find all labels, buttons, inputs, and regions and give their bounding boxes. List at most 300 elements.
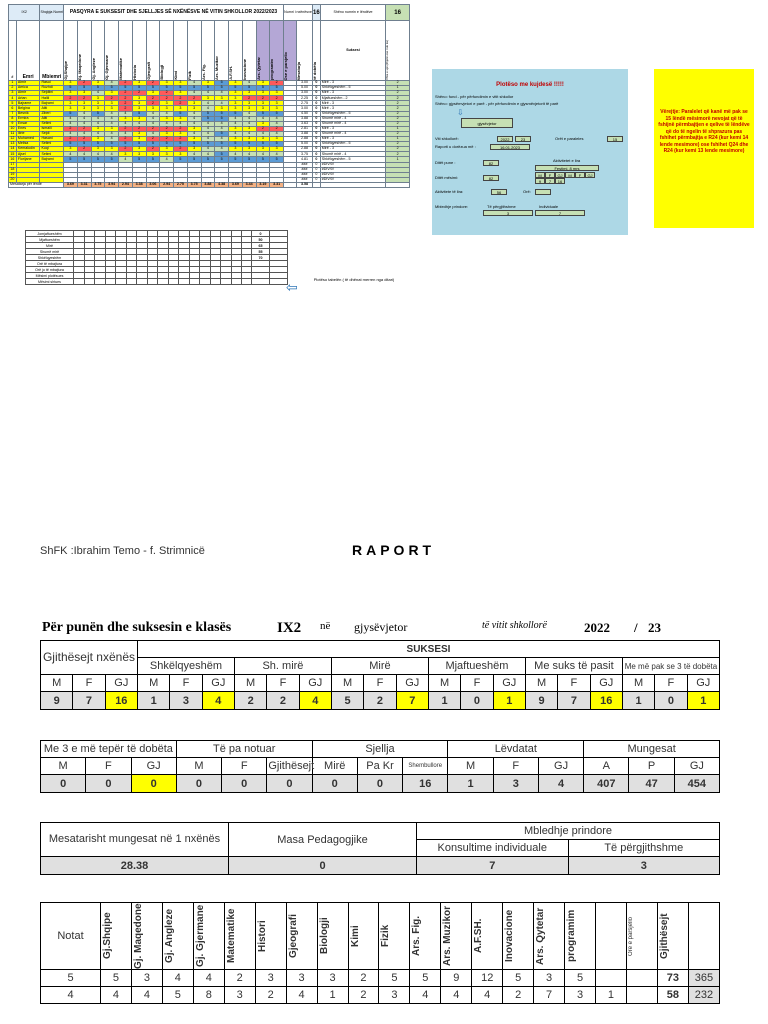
student-name: Enes xyxy=(16,126,40,131)
conduct-table xyxy=(40,740,720,793)
grade-cell: 5 xyxy=(270,86,284,91)
success-value: 1 xyxy=(622,692,654,710)
grade-cell: 4 xyxy=(105,152,119,157)
sub-head: GJ xyxy=(687,675,719,692)
grade-cell: 3 xyxy=(105,147,119,152)
conduct-sub: F xyxy=(493,758,538,775)
year-label: të vitit shkollorë xyxy=(482,620,547,631)
grade-cell: 4 xyxy=(242,152,256,157)
arrow-left-icon: ⇦ xyxy=(286,279,298,295)
grade-cell: 4 xyxy=(229,131,243,136)
conduct-value: 1 xyxy=(448,775,493,793)
subject-name: programim xyxy=(269,59,275,80)
student-name: Bajrame xyxy=(16,101,40,106)
grade-count: 5 xyxy=(503,970,534,987)
grade-cell: 3 xyxy=(132,131,146,136)
grade-cell: 5 xyxy=(64,142,78,147)
grade-cell: 3 xyxy=(229,96,243,101)
success-value: 4 xyxy=(202,692,234,710)
year-b-field[interactable]: 23 xyxy=(515,136,531,142)
grade-cell: 4 xyxy=(160,157,174,162)
grade-cell: 5 xyxy=(229,142,243,147)
grade-count: 3 xyxy=(534,970,565,987)
grade-cell: 2 xyxy=(146,96,160,101)
row-no: 5 xyxy=(9,101,17,106)
stats-side: 70 xyxy=(252,255,270,261)
grade-cell: 3 xyxy=(229,126,243,131)
work-days-field[interactable]: 82 xyxy=(483,160,499,166)
meetings-individual-field[interactable]: 7 xyxy=(535,210,585,216)
grade-cell: 3 xyxy=(187,106,201,111)
grade-cell: 2 xyxy=(160,91,174,96)
intro-text: Për punën dhe suksesin e klasës xyxy=(42,620,232,635)
conduct-sub: Pa Kr xyxy=(357,758,402,775)
grade-cell: 5 xyxy=(270,142,284,147)
grade-cell: 4 xyxy=(77,116,91,121)
avg-cell: 4.81 xyxy=(297,157,313,162)
last-cell: 1 xyxy=(386,137,410,142)
grade-subject: Fizik xyxy=(380,924,392,948)
grade-cell: 3 xyxy=(187,137,201,142)
avg-total: 3.58 xyxy=(297,182,313,187)
students-count: 16 xyxy=(312,5,320,21)
grade-cell: 4 xyxy=(201,101,215,106)
grade-cell: 5 xyxy=(77,157,91,162)
meetings-individual-label: Individuale xyxy=(539,204,559,209)
grade-cell: 4 xyxy=(187,111,201,116)
success-cell: Shkëlqyeshëm - 5 xyxy=(320,157,386,162)
subject-header xyxy=(229,21,243,81)
avg-cell: ### xyxy=(297,162,313,167)
grade-cell: 4 xyxy=(242,121,256,126)
mf-value[interactable]: 16 xyxy=(555,178,565,184)
grade-cell: 4 xyxy=(119,157,133,162)
conduct-value: 407 xyxy=(584,775,629,793)
grade-cell: 5 xyxy=(91,111,105,116)
grade-subject-head xyxy=(131,903,162,970)
meetings-total-field[interactable]: 3 xyxy=(483,210,533,216)
grade-cell: 3 xyxy=(242,106,256,111)
instructions-panel xyxy=(432,69,628,235)
sub-head: F xyxy=(655,675,687,692)
activities-label: Aktivitetet e lira xyxy=(553,158,581,163)
meetings-total-label: Të përgjithshme xyxy=(487,204,516,209)
conduct-sub: P xyxy=(629,758,674,775)
grade-cell: 3 xyxy=(64,101,78,106)
student-name: Artan xyxy=(16,96,40,101)
grade-cell: 4 xyxy=(146,111,160,116)
grade-cell: 4 xyxy=(201,147,215,152)
student-surname: Ziberi xyxy=(40,111,64,116)
student-surname: Halili xyxy=(40,96,64,101)
extra-header xyxy=(284,21,297,81)
avg-cell: 2.88 xyxy=(297,137,313,142)
row-no: 13 xyxy=(10,141,15,146)
last-cell: 1 xyxy=(386,126,410,131)
period-field[interactable]: gjysëvjetor xyxy=(461,118,513,128)
sub-head: M xyxy=(137,675,169,692)
stats-label: Orë jo të mbajtura xyxy=(26,267,74,273)
grade-cell: 3 xyxy=(242,147,256,152)
avg-value: 4.38 xyxy=(215,182,229,187)
conduct-sub: Shembullore xyxy=(403,758,448,775)
col-surname: Mbiemri xyxy=(40,21,64,81)
grade-cell: 4 xyxy=(215,126,229,131)
grade-cell: 5 xyxy=(132,157,146,162)
conduct-group: Mungesat xyxy=(584,741,720,758)
grade-cell: 3 xyxy=(229,81,243,86)
grade-cell: 4 xyxy=(160,111,174,116)
grade-cell: 4 xyxy=(215,137,229,142)
grade-subject-head xyxy=(286,903,317,970)
stats-side: 50 xyxy=(252,237,270,243)
conduct-sub: F xyxy=(222,758,267,775)
subject-header xyxy=(132,21,146,81)
subject-header xyxy=(91,21,105,81)
sub-head: GJ xyxy=(105,675,137,692)
total-head: Gjithësejt nxënës xyxy=(41,641,138,675)
grade-cell: 4 xyxy=(270,131,284,136)
grade-subject-head xyxy=(101,903,132,970)
grade-cell: 5 xyxy=(174,157,188,162)
avg-value: 3.38 xyxy=(132,182,146,187)
subject-name: Biologji xyxy=(159,65,165,80)
row-no: 12 xyxy=(10,136,15,141)
grade-cell: 3 xyxy=(201,96,215,101)
weak-cell: 0 xyxy=(312,121,320,126)
grade-cell: 5 xyxy=(105,142,119,147)
grade-count: 5 xyxy=(565,970,596,987)
weak-cell: 0 xyxy=(312,86,320,91)
grade-count: 4 xyxy=(41,987,101,1004)
grade-count xyxy=(626,970,657,987)
hours-label: Orë: xyxy=(523,189,531,194)
avg-header xyxy=(297,21,313,81)
grade-cell: 5 xyxy=(132,111,146,116)
success-value: 4 xyxy=(299,692,331,710)
grade-cell: 5 xyxy=(242,157,256,162)
conduct-value: 454 xyxy=(674,775,719,793)
grade-cell: 5 xyxy=(256,111,270,116)
subject-name: Gjeografi xyxy=(145,62,151,80)
group-head: Me suks të pasit xyxy=(525,658,622,675)
success-value: 2 xyxy=(234,692,266,710)
row-no: 20 xyxy=(10,177,15,182)
success-cell: Shkëlqyeshëm - 5 xyxy=(320,111,386,116)
stats-table xyxy=(25,230,288,285)
grade-cell: 5 xyxy=(229,111,243,116)
avg-value: 2.94 xyxy=(160,182,174,187)
grade-cell: 4 xyxy=(187,81,201,86)
conduct-group: Me 3 e më tepër të dobëta xyxy=(41,741,177,758)
row-no: 3 xyxy=(9,91,17,96)
empty-row[interactable]: 20 ### 0 #DIV/0! xyxy=(9,177,410,182)
avg-cell: 3.63 xyxy=(297,121,313,126)
grade-cell: 3 xyxy=(160,147,174,152)
grade-cell: 2 xyxy=(174,147,188,152)
grade-cell: 4 xyxy=(91,116,105,121)
grade-cell: 5 xyxy=(105,86,119,91)
grade-cell: 4 xyxy=(201,106,215,111)
grade-cell: 4 xyxy=(119,131,133,136)
weak-cell: 0 xyxy=(312,126,320,131)
subject-name: Ars. Qytetar xyxy=(255,57,261,80)
sub-head: F xyxy=(364,675,396,692)
sub-head: GJ xyxy=(396,675,428,692)
empty-row[interactable]: 17 ### 0 #DIV/0! xyxy=(9,162,410,167)
sub-head: M xyxy=(331,675,363,692)
avg-value: 3.06 xyxy=(146,182,160,187)
last-cell: 1 xyxy=(386,86,410,91)
sub-head: F xyxy=(267,675,299,692)
student-surname: Sejdi xyxy=(40,131,64,136)
subject-header xyxy=(215,21,229,81)
grade-subject-head xyxy=(162,903,193,970)
grade-cell: 3 xyxy=(132,106,146,111)
empty-row[interactable]: 19 ### 0 #DIV/0! xyxy=(9,172,410,177)
grade-cell: 5 xyxy=(229,157,243,162)
mf-label: M xyxy=(535,172,545,178)
gen-val: 3 xyxy=(568,857,720,875)
grade-count: 5 xyxy=(379,970,410,987)
last-cell: 2 xyxy=(386,101,410,106)
empty-row[interactable]: 18 ### 0 #DIV/0! xyxy=(9,167,410,172)
grade-cell: 4 xyxy=(105,121,119,126)
conduct-sub: GJ xyxy=(538,758,583,775)
avg-value: 3.31 xyxy=(270,182,284,187)
row-no: 11 xyxy=(9,131,17,136)
student-name: Florijane xyxy=(16,157,40,162)
grade-cell: 4 xyxy=(201,131,215,136)
student-surname: Aliti xyxy=(40,106,64,111)
grade-cell: 5 xyxy=(215,81,229,86)
grade-cell: 3 xyxy=(77,106,91,111)
subject-name: Matematike xyxy=(118,58,124,80)
in-text: në xyxy=(320,620,331,632)
row-no: 15 xyxy=(10,151,15,156)
grade-cell: 2 xyxy=(119,126,133,131)
report-heading: RAPORT xyxy=(352,542,436,558)
conduct-sub: Mirë xyxy=(312,758,357,775)
grade-cell: 4 xyxy=(242,116,256,121)
grade-subject: Gj. Gjermane xyxy=(194,904,206,968)
student-name: Ilirie xyxy=(16,131,40,136)
grade-cell: 3 xyxy=(229,101,243,106)
grade-cell: 2 xyxy=(256,126,270,131)
grade-cell: 4 xyxy=(270,121,284,126)
grade-cell: 2 xyxy=(119,96,133,101)
sub-head: GJ xyxy=(590,675,622,692)
year-b: 23 xyxy=(648,620,661,635)
grade-cell: 5 xyxy=(201,142,215,147)
grade-cell: 3 xyxy=(187,126,201,131)
success-value: 1 xyxy=(687,692,719,710)
grade-cell: 2 xyxy=(242,96,256,101)
grade-cell: 5 xyxy=(174,142,188,147)
cons-val: 7 xyxy=(417,857,569,875)
grade-count: 4 xyxy=(441,987,472,1004)
grade-cell: 2 xyxy=(77,81,91,86)
grade-cell: 4 xyxy=(201,126,215,131)
subject-header xyxy=(256,21,270,81)
avg-value: 3.69 xyxy=(64,182,78,187)
gen-head: Të përgjithshme xyxy=(568,840,720,857)
grade-cell: 3 xyxy=(256,147,270,152)
subject-header xyxy=(77,21,91,81)
grade-cell: 3 xyxy=(201,81,215,86)
row-no: 19 xyxy=(10,171,15,176)
grade-cell: 4 xyxy=(132,121,146,126)
grade-cell: 5 xyxy=(201,86,215,91)
stats-side: 0 xyxy=(252,231,270,237)
grade-cell: 3 xyxy=(132,101,146,106)
last-cell: 2 xyxy=(386,116,410,121)
year-a-field[interactable]: 2022 xyxy=(497,136,513,142)
mf-value[interactable]: 7 xyxy=(545,178,555,184)
grade-cell: 5 xyxy=(201,116,215,121)
subject-name: Kimi xyxy=(173,71,179,80)
grade-cell: 3 xyxy=(174,91,188,96)
avg-cell: 3.00 xyxy=(297,106,313,111)
subject-header xyxy=(105,21,119,81)
report-date-field[interactable]: 16.01.2023 xyxy=(490,144,530,150)
grade-cell: 5 xyxy=(215,152,229,157)
grade-cell: 3 xyxy=(91,126,105,131)
grade-count: 2 xyxy=(503,987,534,1004)
warning-note: Vërejtje: Paralelet që kanë më pak se 15 lëndë mësimorë nevojat që të fshijnë përmbajtjen e qelive të lëndëve që do të ngelin të shprazura pas fshihet përmbajtja e R24 (kur kemi 14 lende mesimore) ose fshihet Q24 dhe R24 (kur kemi 13 lende mesimore) xyxy=(654,69,754,228)
grade-subject-head xyxy=(224,903,255,970)
grade-count: 3 xyxy=(565,987,596,1004)
grade-cell: 5 xyxy=(174,86,188,91)
grade-cell: 5 xyxy=(77,142,91,147)
grade-cell: 2 xyxy=(256,96,270,101)
grade-cell: 4 xyxy=(201,137,215,142)
class-hours-label: Orët e paraleles xyxy=(555,136,584,141)
grade-cell: 3 xyxy=(132,81,146,86)
grade-cell: 4 xyxy=(77,111,91,116)
grade-cell: 4 xyxy=(91,121,105,126)
grade-cell: 4 xyxy=(270,152,284,157)
conduct-group: Sjellja xyxy=(312,741,448,758)
sub-head: GJ xyxy=(202,675,234,692)
grade-cell: 4 xyxy=(146,121,160,126)
grade-cell: 5 xyxy=(146,86,160,91)
grade-cell: 3 xyxy=(77,91,91,96)
grade-count: 3 xyxy=(131,970,162,987)
stats-label: Mirë xyxy=(26,243,74,249)
grade-count: 3 xyxy=(317,970,348,987)
grade-cell: 3 xyxy=(91,147,105,152)
mf-value[interactable]: 9 xyxy=(535,178,545,184)
grade-cell: 3 xyxy=(270,106,284,111)
success-value: 5 xyxy=(331,692,363,710)
free-activities-field[interactable]: 56 xyxy=(491,189,507,195)
conduct-sub: GJ xyxy=(131,758,176,775)
conduct-sub: Gjithësejt xyxy=(267,758,312,775)
avg-cell: 5.00 xyxy=(297,86,313,91)
grade-subject-head xyxy=(441,903,472,970)
success-cell: Shumë mirë - 4 xyxy=(320,152,386,157)
hours-field[interactable] xyxy=(535,189,551,195)
grade-cell: 2 xyxy=(174,96,188,101)
students-label: Numri i nxënësve xyxy=(284,5,313,21)
stats-label: Shkëlqyeshëm xyxy=(26,255,74,261)
period-text: gjysëvjetor xyxy=(354,620,408,634)
grade-cell: 3 xyxy=(132,147,146,152)
grade-cell: 3 xyxy=(229,91,243,96)
row-no: 2 xyxy=(9,86,17,91)
conduct-value: 0 xyxy=(357,775,402,793)
ped-head: Masa Pedagogjike xyxy=(229,823,417,857)
grade-cell: 5 xyxy=(160,142,174,147)
grade-cell: 4 xyxy=(256,116,270,121)
stats-label: Orë të mbajtura xyxy=(26,261,74,267)
col-no: # xyxy=(9,21,17,81)
class-name: IX2 xyxy=(277,620,302,636)
last-cell: 2 xyxy=(386,91,410,96)
grade-cell: 3 xyxy=(229,147,243,152)
grade-cell: 4 xyxy=(242,131,256,136)
grade-cell: 4 xyxy=(77,131,91,136)
class-hours-field[interactable]: 15 xyxy=(607,136,623,142)
subject-header xyxy=(201,21,215,81)
last-cell: 2 xyxy=(386,131,410,136)
row-no: 14 xyxy=(10,146,15,151)
grade-cell: 2 xyxy=(160,96,174,101)
grade-subject-head xyxy=(255,903,286,970)
grade-subject: Ars. Qytetar xyxy=(535,907,547,965)
grade-cell: 4 xyxy=(201,121,215,126)
weak-cell: 0 xyxy=(312,116,320,121)
grade-subject-head xyxy=(565,903,596,970)
grade-count: 5 xyxy=(410,970,441,987)
student-name: Ermira xyxy=(16,116,40,121)
grade-count: 8 xyxy=(193,987,224,1004)
avg-label: Mesatarja për lëndë xyxy=(9,182,64,187)
student-surname: Aliti xyxy=(40,116,64,121)
grade-subject: Ore e parsjello xyxy=(627,916,634,956)
grade-cell: 2 xyxy=(119,106,133,111)
grade-cell: 4 xyxy=(215,121,229,126)
school-name: ShFK :Ibrahim Temo - f. Strimnicë xyxy=(40,545,205,557)
success-cell: Mirë - 3 xyxy=(320,147,386,152)
lesson-days-field[interactable]: 82 xyxy=(483,175,499,181)
grade-cell: 3 xyxy=(132,137,146,142)
grade-cell: 2 xyxy=(146,101,160,106)
grade-cell: 2 xyxy=(270,81,284,86)
sub-head: M xyxy=(234,675,266,692)
student-surname: Sejdiini xyxy=(40,91,64,96)
success-value: 0 xyxy=(461,692,493,710)
last-header xyxy=(386,21,410,81)
grade-cell: 4 xyxy=(187,121,201,126)
avg-cell: 3.00 xyxy=(297,91,313,96)
holiday-field[interactable]: Festimi, 8 mrs xyxy=(535,165,599,171)
avg-value: 3.88 xyxy=(201,182,215,187)
student-surname: Ruzhdi xyxy=(40,86,64,91)
grade-cell: 4 xyxy=(160,121,174,126)
grade-subject: Gjithësejt xyxy=(658,913,670,959)
grade-cell: 4 xyxy=(146,116,160,121)
grade-cell: 3 xyxy=(229,106,243,111)
avg-cell: 3.00 xyxy=(297,81,313,86)
stats-side: 65 xyxy=(252,243,270,249)
last-col: Pika e ujë (dhjetë ose nuk ka) xyxy=(385,40,390,80)
avg-cell: ### xyxy=(297,167,313,172)
student-name: Melisa xyxy=(16,142,40,147)
avg-value: 3.31 xyxy=(77,182,91,187)
grade-subject: Kimi xyxy=(349,925,361,947)
